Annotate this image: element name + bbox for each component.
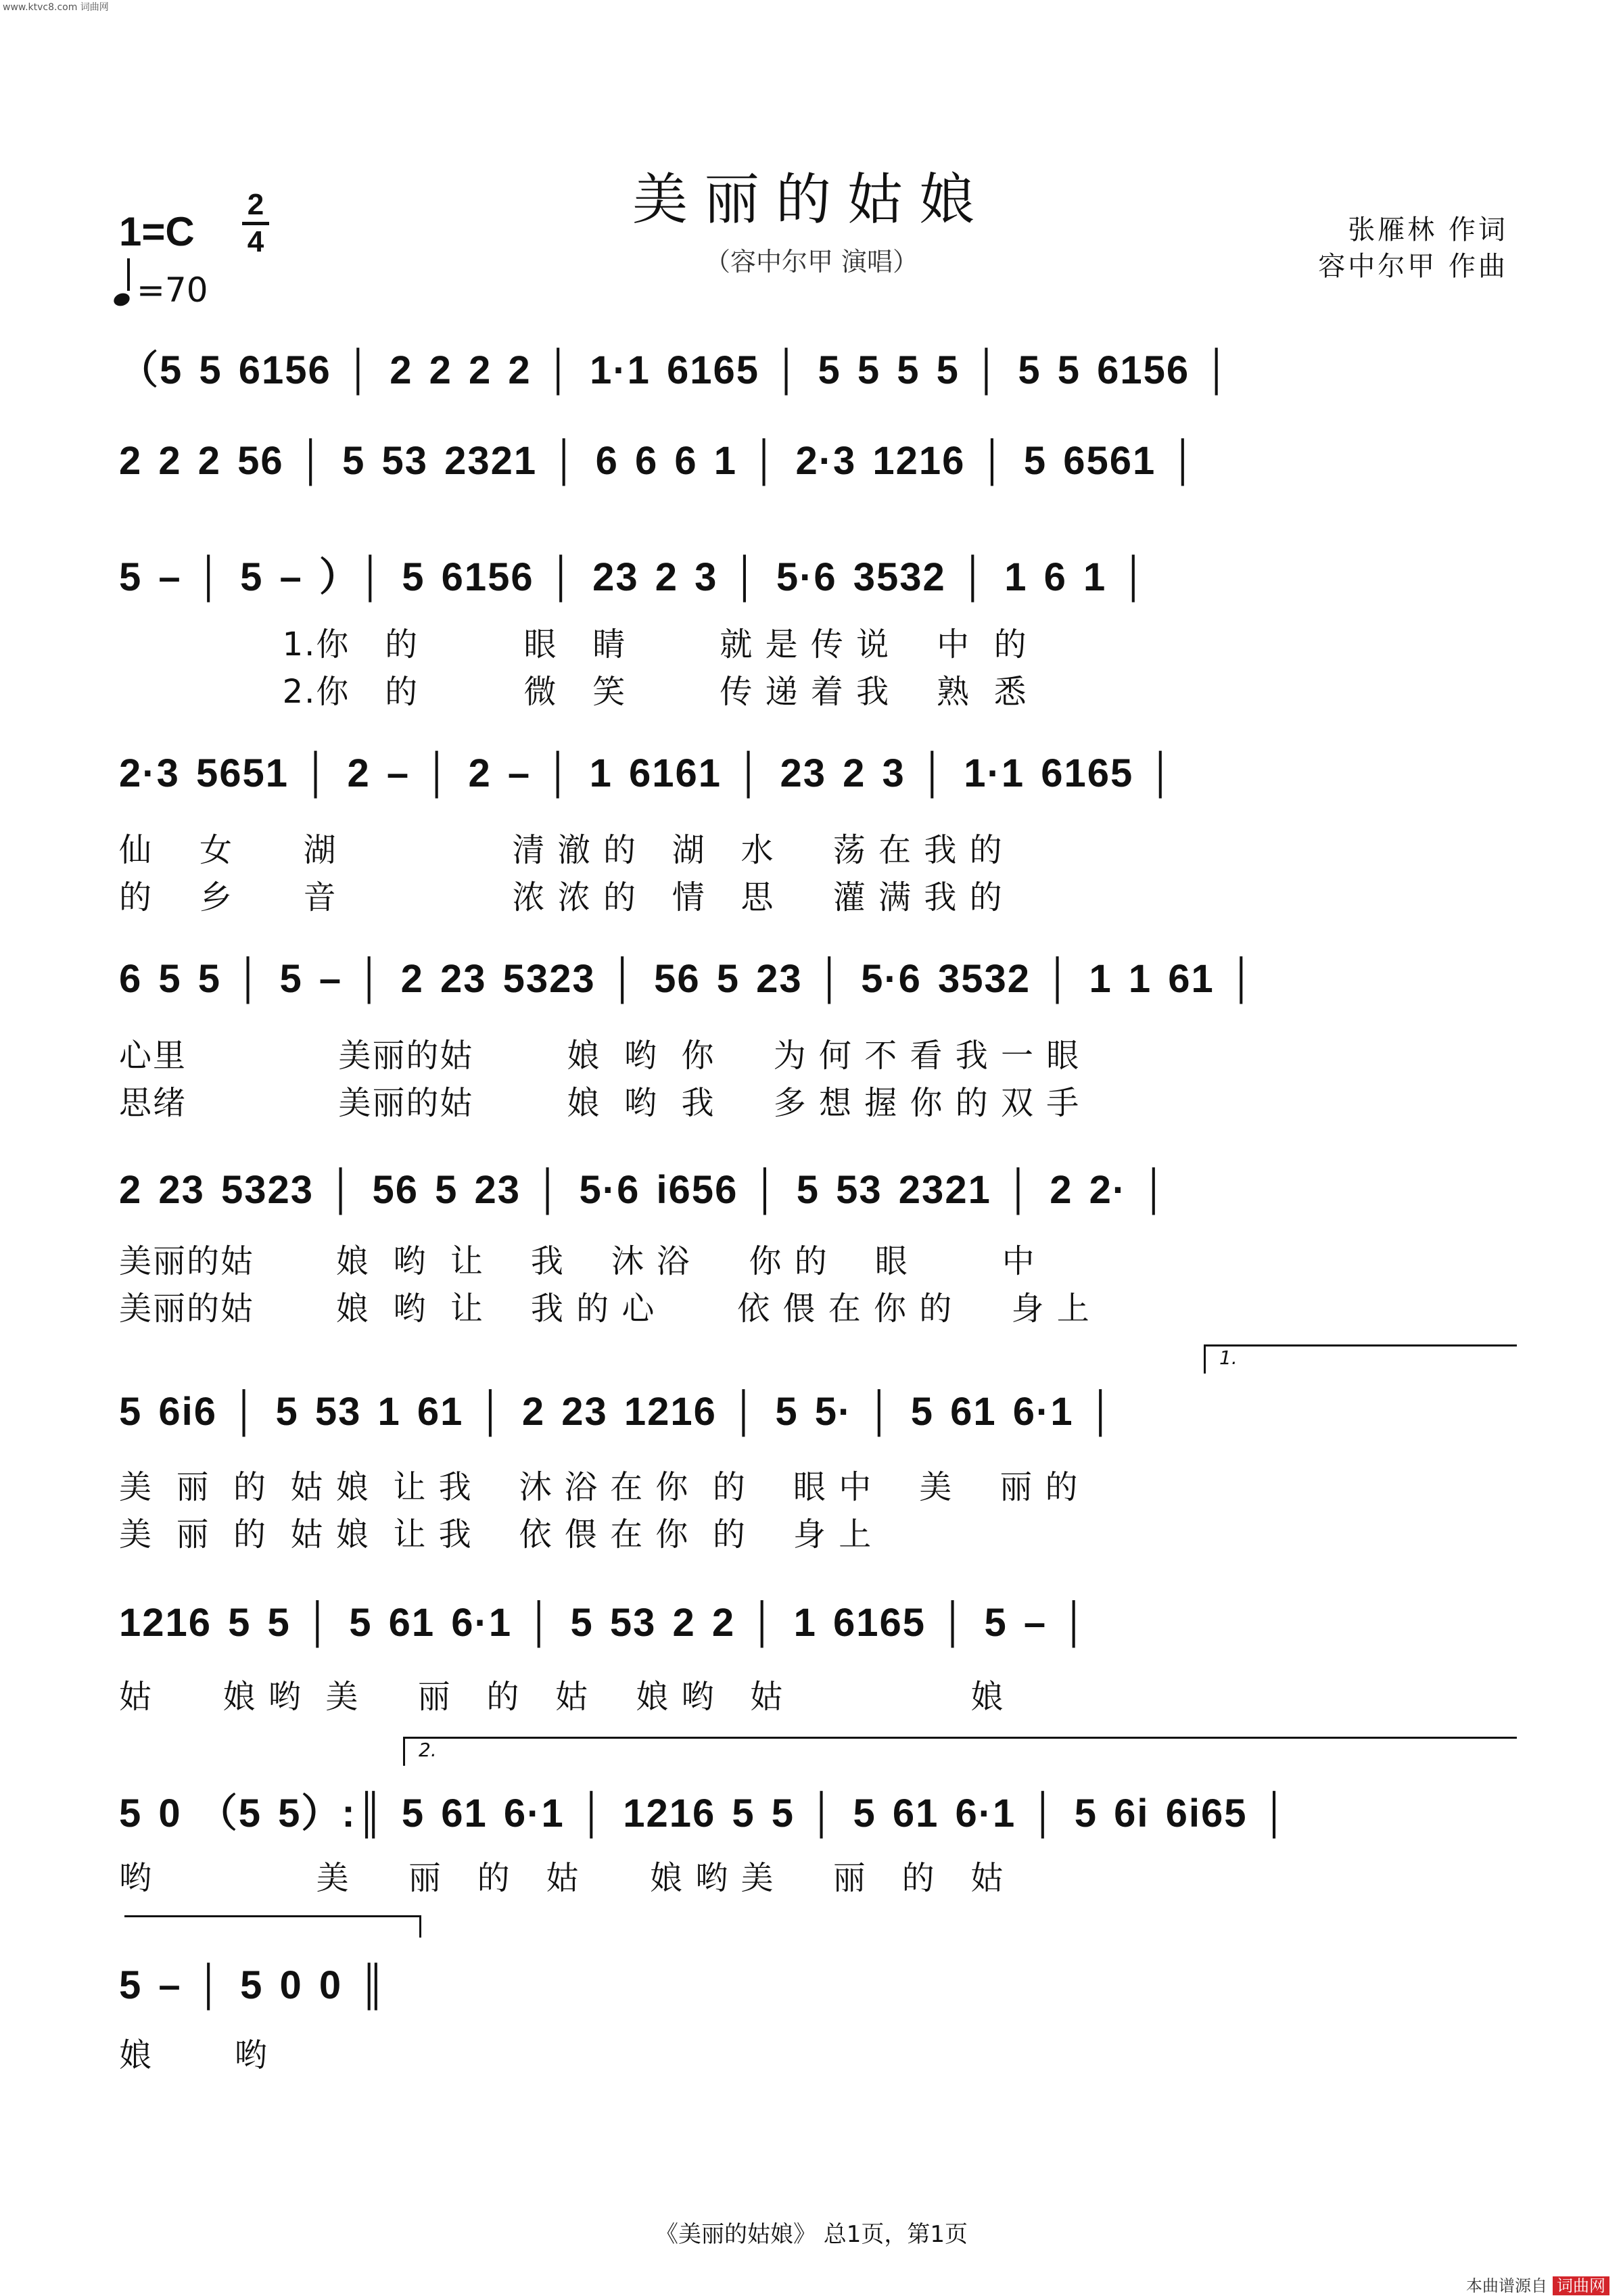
notation-row-2: 2 2 2 56 │ 5 53 2321 │ 6 6 6 1 │ 2·3 1216 │ 5 6561 │	[119, 439, 1198, 483]
lyric-row-3-verse-2: 2.你 的 微 笑 传 递 着 我 熟 悉	[119, 673, 1028, 711]
lyric-row-9: 哟 美 丽 的 姑 娘 哟 美 丽 的 姑	[119, 1859, 1005, 1897]
notation-row-6: 2 23 5323 │ 56 5 23 │ 5·6 i656 │ 5 53 2321 │ 2 2· │	[119, 1168, 1169, 1212]
ending-bracket	[124, 1915, 421, 1938]
quarter-note-icon	[112, 291, 132, 308]
lyric-row-8: 姑 娘 哟 美 丽 的 姑 娘 哟 姑 娘	[119, 1678, 1005, 1716]
volta-1-label: 1.	[1219, 1346, 1238, 1369]
singer-credit: （容中尔甲 演唱）	[704, 247, 919, 277]
notation-row-3: 5 – │ 5 – ）│ 5 6156 │ 23 2 3 │ 5·6 3532 │ 1 6 1 │	[119, 555, 1149, 599]
notation-row-10: 5 – │ 5 0 0 ║	[119, 1963, 388, 2007]
volta-bracket-1	[1204, 1344, 1517, 1374]
lyric-row-6-verse-2: 美丽的姑 娘 哟 让 我 的 心 依 偎 在 你 的 身 上	[119, 1290, 1091, 1328]
lyric-row-7-verse-1: 美 丽 的 姑 娘 让 我 沐 浴 在 你 的 眼 中 美 丽 的	[119, 1468, 1079, 1506]
time-signature-bottom: 4	[247, 225, 264, 258]
notation-row-4: 2·3 5651 │ 2 – │ 2 – │ 1 6161 │ 23 2 3 │ 1·1 6165 │	[119, 751, 1176, 795]
source-brand[interactable]	[1466, 2272, 1609, 2296]
lyric-row-6-verse-1: 美丽的姑 娘 哟 让 我 沐 浴 你 的 眼 中	[119, 1242, 1036, 1280]
lyricist-credit: 张雁林 作词	[1348, 214, 1508, 245]
lyric-row-4-verse-1: 仙 女 湖 清 澈 的 湖 水 荡 在 我 的	[119, 831, 1004, 869]
lyric-row-7-verse-2: 美 丽 的 姑 娘 让 我 依 偎 在 你 的 身 上	[119, 1516, 873, 1553]
notation-row-5: 6 5 5 │ 5 – │ 2 23 5323 │ 56 5 23 │ 5·6 3532 │ 1 1 61 │	[119, 957, 1257, 1001]
notation-row-8: 1216 5 5 │ 5 61 6·1 │ 5 53 2 2 │ 1 6165 │ 5 – │	[119, 1601, 1089, 1645]
song-title: 美丽的姑娘	[632, 168, 991, 232]
notation-row-9: 5 0 （5 5）:║ 5 61 6·1 │ 1216 5 5 │ 5 61 6·1 │ 5 6i 6i65 │	[119, 1791, 1290, 1835]
lyric-row-4-verse-2: 的 乡 音 浓 浓 的 情 思 灌 满 我 的	[119, 878, 1004, 916]
notation-row-7: 5 6i6 │ 5 53 1 61 │ 2 23 1216 │ 5 5· │ 5 61 6·1 │	[119, 1390, 1116, 1434]
lyric-row-5-verse-2: 思绪 美丽的姑 娘 哟 我 多 想 握 你 的 双 手	[119, 1084, 1081, 1122]
tempo-marking	[114, 269, 208, 310]
site-header-text: www.ktvc8.com 词曲网	[3, 2, 109, 13]
lyric-row-5-verse-1: 心里 美丽的姑 娘 哟 你 为 何 不 看 我 一 眼	[119, 1037, 1081, 1075]
composer-credit: 容中尔甲 作曲	[1318, 251, 1508, 282]
notation-row-1: （5 5 6156 │ 2 2 2 2 │ 1·1 6165 │ 5 5 5 5 │ 5 5 6156 │	[119, 348, 1232, 392]
time-signature	[242, 189, 269, 258]
page-footer: 《美丽的姑娘》 总1页，第1页	[655, 2221, 968, 2248]
lyric-row-10: 娘 哟	[119, 2036, 268, 2074]
note-stem	[127, 258, 130, 291]
lyric-row-3-verse-1: 1.你 的 眼 睛 就 是 传 说 中 的	[119, 626, 1028, 663]
brand-logo: 词曲网	[1553, 2276, 1609, 2295]
tempo-value: =70	[137, 271, 208, 310]
time-signature-top: 2	[247, 188, 264, 221]
key-signature: 1=C	[119, 209, 195, 254]
volta-2-label: 2.	[419, 1739, 437, 1761]
source-brand-label: 本曲谱源自	[1466, 2276, 1547, 2295]
volta-bracket-2	[403, 1737, 1517, 1766]
